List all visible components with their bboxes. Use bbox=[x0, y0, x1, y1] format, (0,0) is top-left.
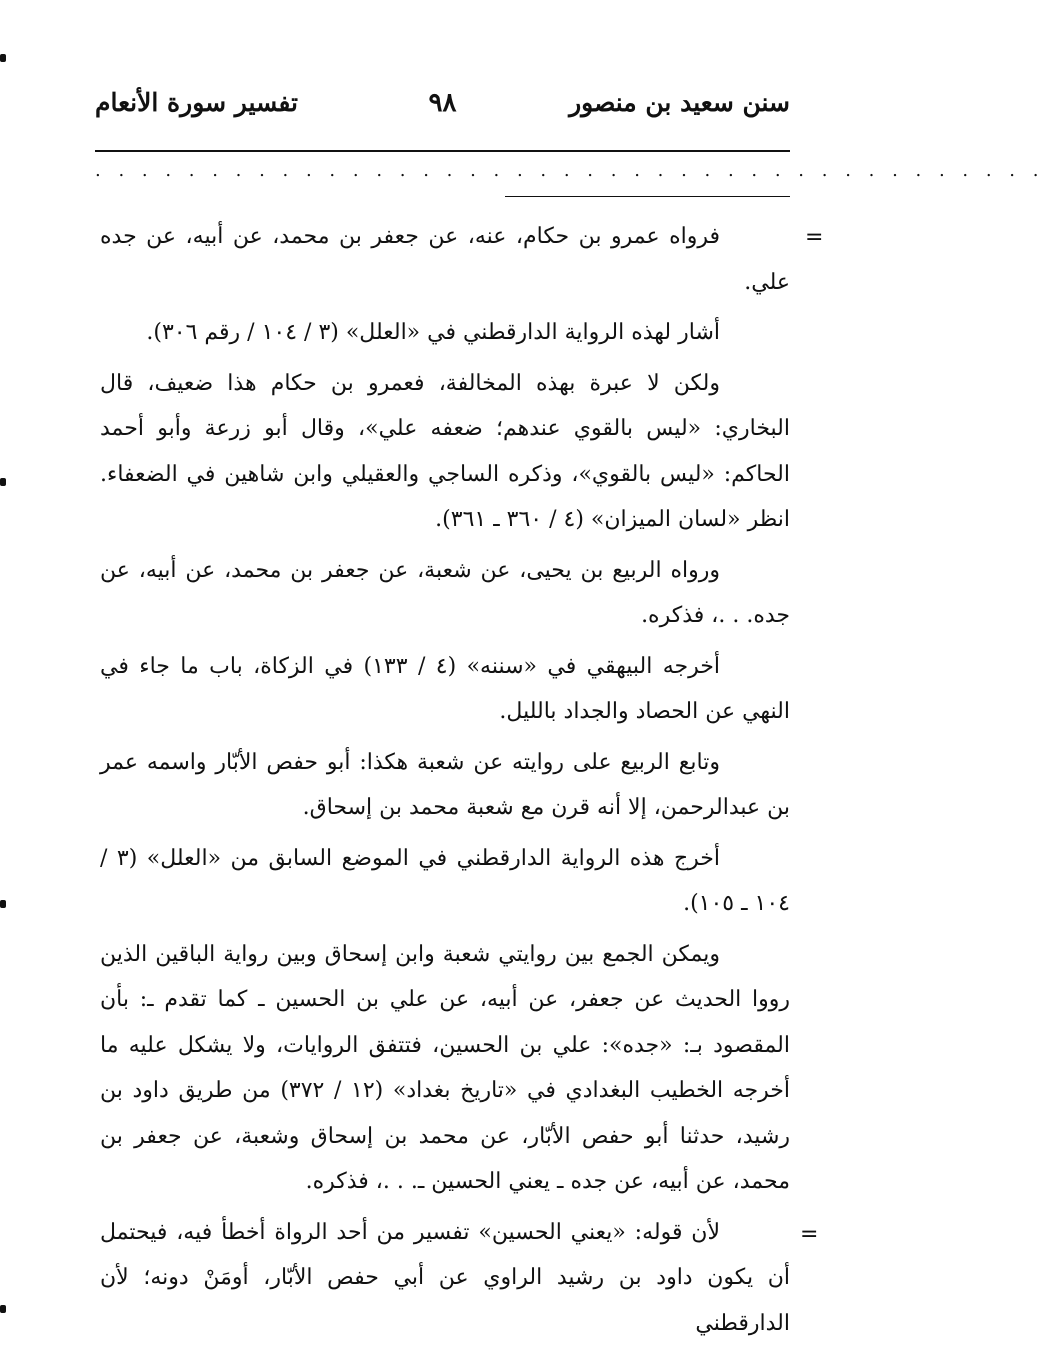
paragraph: أخرج هذه الرواية الدارقطني في الموضع السابق من «العلل» (٣ / ١٠٤ ـ ١٠٥). bbox=[100, 845, 790, 916]
paragraph: أشار لهذه الرواية الدارقطني في «العلل» (٣ / ١٠٤ / رقم ٣٠٦). bbox=[146, 320, 720, 345]
book-title: سنن سعيد بن منصور bbox=[569, 88, 790, 117]
paragraph: لأن قوله: «يعني الحسين» تفسير من أحد الرواة أخطأ فيه، فيحتمل أن يكون داود بن رشيد الراوي عن أبي حفص الأبّار، أومَنْ دونه؛ لأن الدارقطني bbox=[100, 1219, 790, 1336]
edge-mark bbox=[0, 1305, 6, 1313]
continuation-mark-end: = bbox=[800, 1222, 819, 1247]
paragraph: ولكن لا عبرة بهذه المخالفة، فعمرو بن حكام هذا ضعيف، قال البخاري: «ليس بالقوي عندهم؛ ضعفه علي»، وقال أبو زرعة وأبو أحمد الحاكم: «ليس بالقوي»، وذكره الساجي والعقيلي وابن شاهين في الضعفاء. انظر «لسان الميزان» (٤ / ٣٦٠ ـ ٣٦١). bbox=[100, 370, 790, 532]
paragraph: فرواه عمرو بن حكام، عنه، عن جعفر بن محمد، عن أبيه، عن جده علي. bbox=[100, 224, 790, 295]
page-number: ٩٨ bbox=[428, 88, 457, 118]
running-header bbox=[95, 88, 790, 132]
paragraph: وتابع الربيع على روايته عن شعبة هكذا: أبو حفص الأبّار واسمه عمر بن عبدالرحمن، إلا أنه قرن مع شعبة محمد بن إسحاق. bbox=[100, 749, 790, 820]
footnote-body bbox=[100, 214, 790, 1351]
section-title: تفسير سورة الأنعام bbox=[95, 88, 299, 117]
footnote-separator bbox=[505, 196, 790, 197]
paragraph: أخرجه البيهقي في «سننه» (٤ / ١٣٣) في الزكاة، باب ما جاء في النهي عن الحصاد والجداد بالليل. bbox=[100, 653, 790, 724]
edge-mark bbox=[0, 900, 6, 908]
paragraph: ويمكن الجمع بين روايتي شعبة وابن إسحاق وبين رواية الباقين الذين رووا الحديث عن جعفر، عن أبيه، عن علي بن الحسين ـ كما تقدم ـ: بأن المقصود بـ: «جده»: علي بن الحسين، فتتفق الروايات، ولا يشكل عليه ما أخرجه الخطيب البغدادي في «تاريخ بغداد» (١٢ / ٣٧٢) من طريق داود بن رشيد، حدثنا أبو حفص الأبّار، عن محمد بن إسحاق وشعبة، عن جعفر بن محمد، عن أبيه، عن جده ـ يعني الحسين ـ. . .، فذكره. bbox=[100, 941, 791, 1194]
edge-mark bbox=[0, 54, 6, 62]
omission-dots: . . . . . . . . . . . . . . . . . . . . . . . . . . . . . . . . . . . . . . . . . bbox=[95, 160, 1044, 181]
edge-mark bbox=[0, 478, 6, 486]
paragraph: ورواه الربيع بن يحيى، عن شعبة، عن جعفر بن محمد، عن أبيه، عن جده. . .، فذكره. bbox=[100, 557, 790, 628]
header-rule bbox=[95, 150, 790, 152]
continuation-mark-start: = bbox=[805, 225, 824, 250]
